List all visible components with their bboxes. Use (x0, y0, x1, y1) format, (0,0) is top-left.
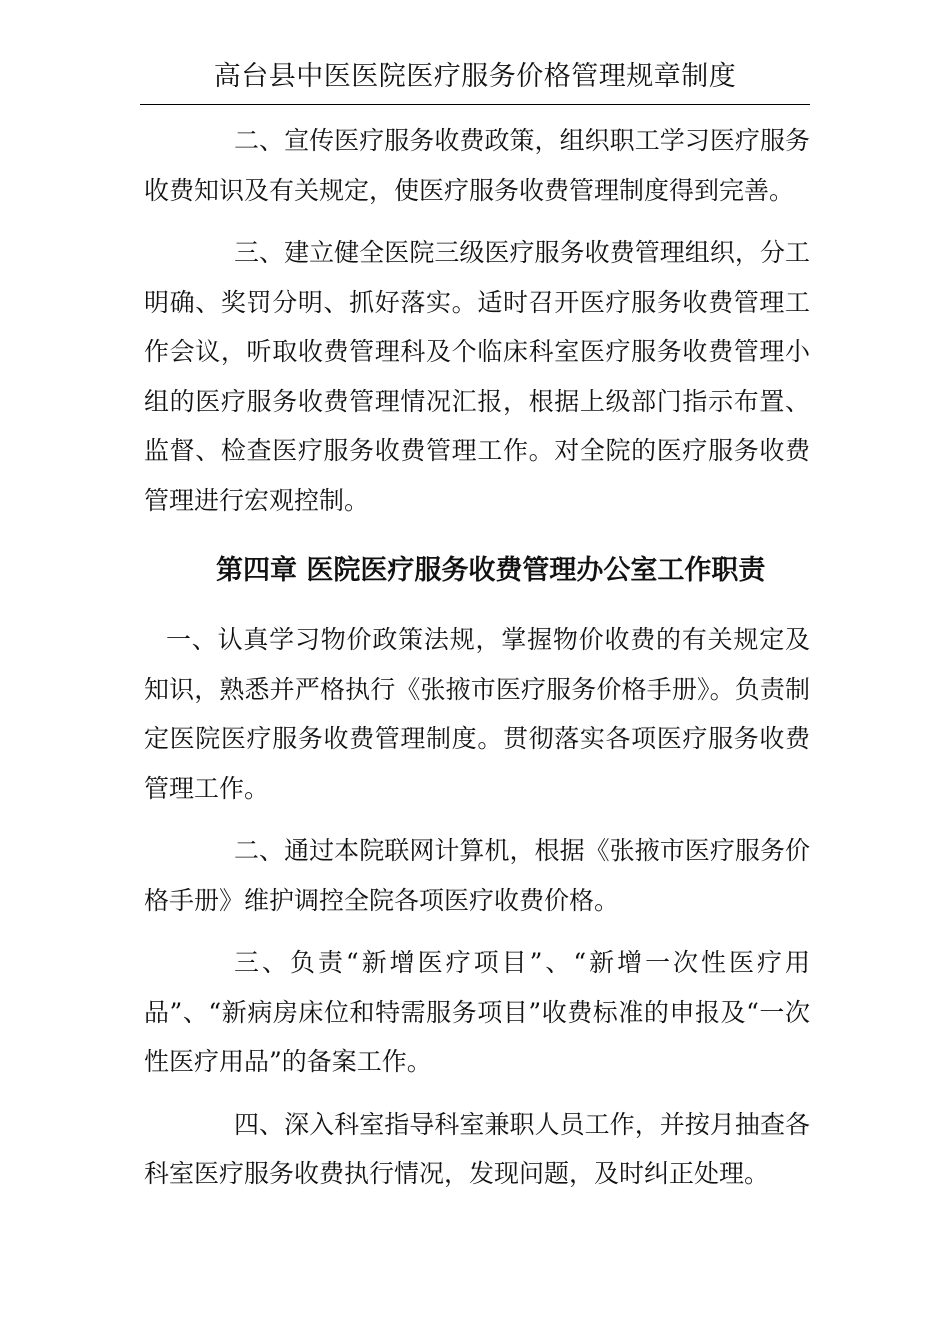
section-spacer (144, 525, 810, 551)
chapter-4-item-3: 三、负责“新增医疗项目”、“新增一次性医疗用品”、“新病房床位和特需服务项目”收费标准的申报及“一次性医疗用品”的备案工作。 (144, 948, 810, 1076)
chapter-4-item-1: 一、认真学习物价政策法规，掌握物价收费的有关规定及知识，熟悉并严格执行《张掖市医疗服务价格手册》。负责制定医院医疗服务收费管理制度。贯彻落实各项医疗服务收费管理工作。 (144, 625, 810, 803)
chapter-4-item-4: 四、深入科室指导科室兼职人员工作，并按月抽查各科室医疗服务收费执行情况，发现问题，及时纠正处理。 (144, 1109, 810, 1188)
chapter-4-title: 第四章 医院医疗服务收费管理办公室工作职责 (216, 555, 766, 586)
chapter-4-item-2: 二、通过本院联网计算机，根据《张掖市医疗服务价格手册》维护调控全院各项医疗收费价格。 (144, 836, 810, 915)
paragraph-spacer (144, 925, 810, 938)
section-spacer (144, 591, 810, 615)
paragraph-spacer (144, 813, 810, 826)
document-body (144, 116, 810, 1199)
paragraph-3-organization: 三、建立健全医院三级医疗服务收费管理组织，分工明确、奖罚分明、抓好落实。适时召开医疗服务收费管理工作会议，听取收费管理科及个临床科室医疗服务收费管理小组的医疗服务收费管理情况汇报，根据上级部门指示布置、监督、检查医疗服务收费管理工作。对全院的医疗服务收费管理进行宏观控制。 (144, 238, 810, 515)
paragraph-spacer (144, 215, 810, 228)
paragraph-spacer (144, 1087, 810, 1100)
paragraph-2-publicize: 二、宣传医疗服务收费政策，组织职工学习医疗服务收费知识及有关规定，使医疗服务收费管理制度得到完善。 (144, 126, 810, 205)
page-title: 高台县中医医院医疗服务价格管理规章制度 (213, 61, 737, 92)
header-divider (140, 104, 810, 105)
